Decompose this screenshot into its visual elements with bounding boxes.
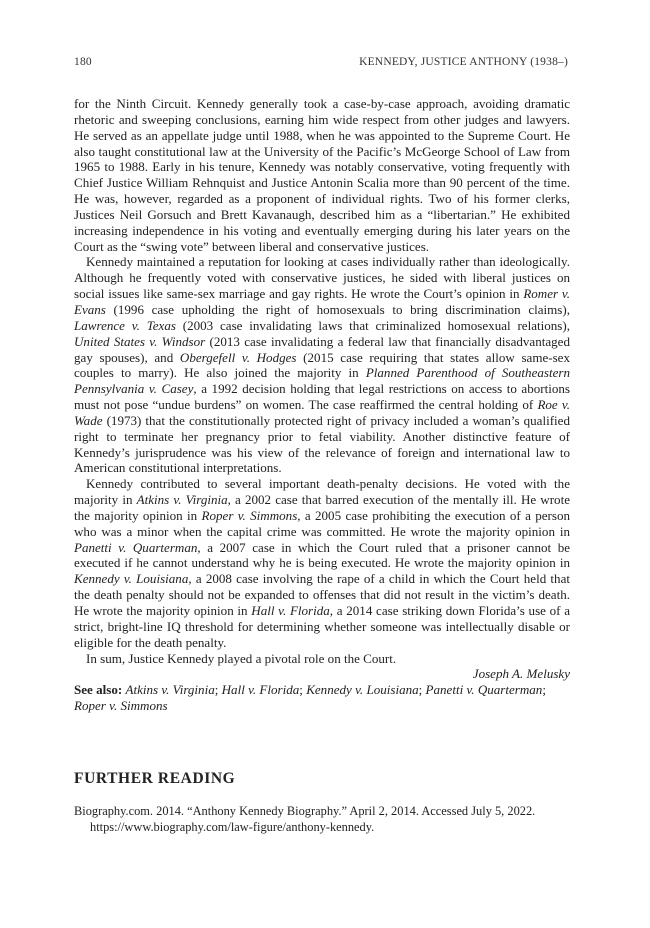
- see-also-label: See also:: [74, 682, 123, 698]
- article-body: [74, 96, 570, 714]
- see-also-list: Atkins v. Virginia; Hall v. Florida; Kennedy v. Louisiana; Panetti v. Quarterman; Roper v. Simmons: [74, 682, 546, 714]
- case-name: Roe v. Wade: [74, 397, 570, 428]
- see-also-item: Panetti v. Quarterman: [425, 682, 543, 698]
- case-name: Obergefell v. Hodges: [179, 349, 297, 365]
- case-name: Panetti v. Quarterman,: [74, 539, 201, 555]
- case-name: Planned Parenthood of Southeastern Pennsylvania v. Casey: [74, 365, 570, 397]
- see-also-item: Atkins v. Virginia: [125, 682, 215, 698]
- case-name: Atkins v. Virginia: [136, 492, 228, 508]
- case-name: Romer v. Evans: [74, 286, 570, 317]
- case-name: Roper v. Simmons,: [201, 507, 301, 523]
- case-name: Hall v. Florida,: [251, 603, 334, 618]
- paragraph-2: Kennedy maintained a reputation for looking at cases individually rather than ideologically. Although he frequently voted with conservative justices, he sided with liberal justices on social issues like same-sex marriage and gay rights. He wrote the Court’s opinion in Romer v. Evans (1996 case upholding the right of homosexuals to bring discrimination claims), Lawrence v. Texas (2003 case invalidating laws that criminalized homosexual relations), United States v. Windsor (2013 case invalidating a federal law that financially disadvantaged gay spouses), and Obergefell v. Hodges (2015 case requiring that states allow same-sex couples to marry). He also joined the majority in Planned Parenthood of Southeastern Pennsylvania v. Casey, a 1992 decision holding that legal restrictions on access to abortions must not pose “undue burdens” on women. The case reaffirmed the central holding of Roe v. Wade (1973) that the constitutionally protected right of privacy included a woman’s qualified right to terminate her pregnancy prior to fetal viability. Another distinctive feature of Kennedy’s jurisprudence was his view of the relevance of foreign and international law to American constitutional interpretations.: [74, 254, 570, 476]
- see-also-item: Roper v. Simmons: [74, 698, 168, 714]
- case-name: Lawrence v. Texas: [74, 317, 176, 333]
- author-signature: Joseph A. Melusky: [472, 666, 570, 682]
- see-also: [74, 682, 570, 714]
- case-name: Kennedy v. Louisiana,: [74, 571, 192, 587]
- running-head: [74, 56, 568, 72]
- further-reading-heading: FURTHER READING: [74, 770, 236, 787]
- case-name: United States v. Windsor: [74, 333, 206, 349]
- see-also-item: Kennedy v. Louisiana: [306, 682, 419, 698]
- paragraph-4: In sum, Justice Kennedy played a pivotal role on the Court.: [86, 650, 397, 666]
- see-also-item: Hall v. Florida: [221, 682, 300, 698]
- references-list: [74, 804, 570, 835]
- page-number: 180: [74, 56, 92, 68]
- reference-item: Biography.com. 2014. “Anthony Kennedy Biography.” April 2, 2014. Accessed July 5, 2022. https://www.biography.com/law-figure/anthony-kennedy.: [74, 804, 536, 834]
- running-title: KENNEDY, JUSTICE ANTHONY (1938–): [359, 56, 568, 68]
- paragraph-1: for the Ninth Circuit. Kennedy generally took a case-by-case approach, avoiding dramatic rhetoric and sweeping conclusions, earning him wide respect from other judges and lawyers. He served as an appellate judge until 1988, when he was appointed to the Supreme Court. He also taught constitutional law at the University of the Pacific’s McGeorge School of Law from 1965 to 1988. Early in his tenure, Kennedy was notably conservative, voting frequently with Chief Justice William Rehnquist and Justice Antonin Scalia more than 90 percent of the time. He was, however, regarded as a proponent of individual rights. Two of his former clerks, Justices Neil Gorsuch and Brett Kavanaugh, described him as a “libertarian.” He exhibited increasing independence in his voting and eventually emerging during his later years on the Court as the “swing vote” between liberal and conservative justices.: [74, 96, 570, 254]
- paragraph-3: Kennedy contributed to several important death-penalty decisions. He voted with the majority in Atkins v. Virginia, a 2002 case that barred execution of the mentally ill. He wrote the majority opinion in Roper v. Simmons, a 2005 case prohibiting the execution of a person who was a minor when the capital crime was committed. He wrote the majority opinion in Panetti v. Quarterman, a 2007 case in which the Court ruled that a prisoner cannot be executed if he cannot understand why he is being executed. He wrote the majority opinion in Kennedy v. Louisiana, a 2008 case involving the rape of a child in which the Court held that the death penalty should not be expanded to offenses that did not result in the victim’s death. He wrote the majority opinion in Hall v. Florida, a 2014 case striking down Florida’s use of a strict, bright-line IQ threshold for determining whether someone was intellectually disable or eligible for the death penalty.: [74, 476, 571, 650]
